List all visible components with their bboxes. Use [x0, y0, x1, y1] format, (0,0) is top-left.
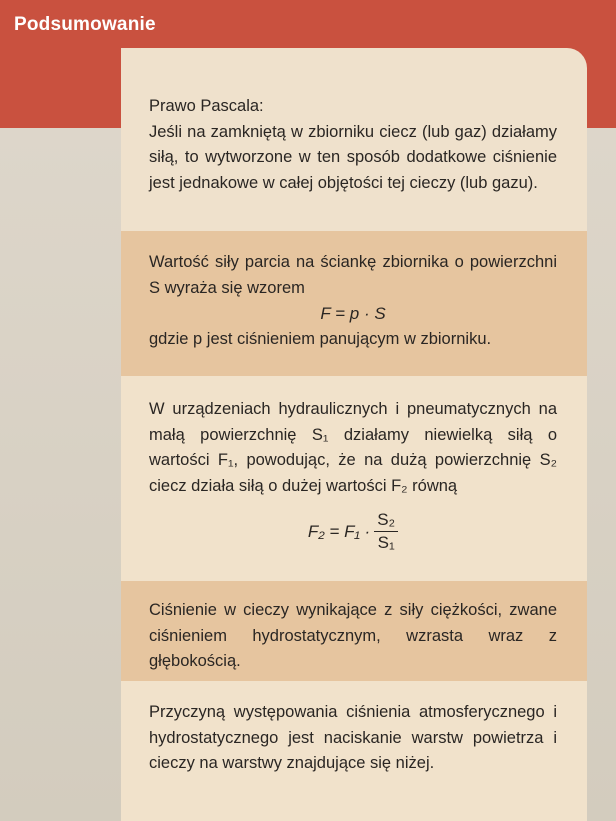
hydrostatic-box	[121, 581, 587, 681]
section-title: Podsumowanie	[14, 14, 156, 35]
hydraulic-formula-lhs: F₂ = F₁ ·	[307, 521, 371, 541]
summary-card	[121, 48, 587, 821]
fraction-numerator: S₂	[374, 509, 398, 532]
pressure-cause-box	[121, 681, 587, 821]
hydraulic-box	[121, 376, 587, 581]
fraction-denominator: S₁	[377, 533, 395, 552]
hydraulic-formula	[149, 509, 557, 554]
pascal-law-box	[121, 48, 587, 231]
hydraulic-text: W urządzeniach hydraulicznych i pneumatycznych na małą powierzchnię S₁ działamy niewielką siłą o wartości F₁, powodując, że na dużą powierzchnię S₂ ciecz działa siłą o dużej wartości F₂ równą	[149, 400, 557, 495]
pascal-law-text: Jeśli na zamkniętą w zbiorniku ciecz (lub gaz) działamy siłą, to wytworzone w ten sposób dodatkowe ciśnienie jest jednakowe w całej objętości tej cieczy (lub gazu).	[149, 122, 557, 192]
hydraulic-fraction	[374, 509, 398, 554]
pascal-law-title: Prawo Pascala:	[149, 97, 264, 115]
force-where: gdzie p jest ciśnieniem panującym w zbiorniku.	[149, 329, 492, 348]
pressure-cause-text: Przyczyną występowania ciśnienia atmosferycznego i hydrostatycznego jest naciskanie warstw powietrza i cieczy na warstwy znajdujące się niżej.	[149, 703, 557, 772]
force-formula: F = p · S	[320, 304, 386, 323]
force-formula-box	[121, 231, 587, 376]
force-text: Wartość siły parcia na ściankę zbiornika o powierzchni S wyraża się wzorem	[149, 253, 557, 297]
hydrostatic-text: Ciśnienie w cieczy wynikające z siły ciężkości, zwane ciśnieniem hydrostatycznym, wzrasta wraz z głębokością.	[149, 601, 557, 670]
